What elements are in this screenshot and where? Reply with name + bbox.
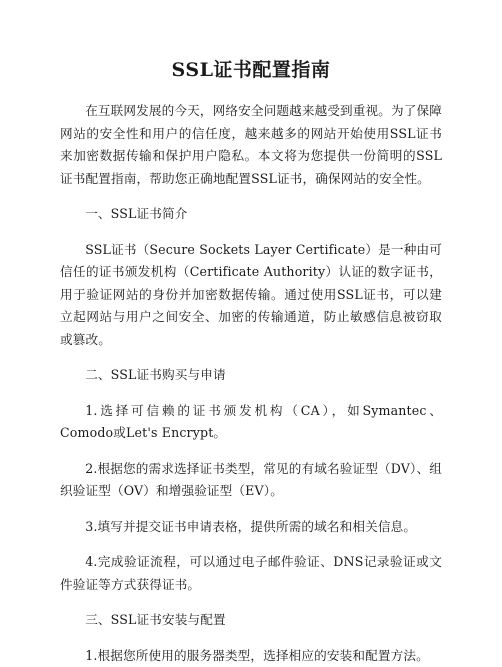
purchase-step-3: 3.填写并提交证书申请表格，提供所需的域名和相关信息。 [60, 516, 442, 539]
purchase-step-4: 4.完成验证流程，可以通过电子邮件验证、DNS记录验证或文件验证等方式获得证书。 [60, 551, 442, 596]
intro-paragraph: 在互联网发展的今天，网络安全问题越来越受到重视。为了保障网站的安全性和用户的信任度，越来越多的网站开始使用SSL证书来加密数据传输和保护用户隐私。本文将为您提供一份简明的SSL证书配置指南，帮助您正确地配置SSL证书，确保网站的安全性。 [60, 100, 442, 190]
section-body-intro: SSL证书（Secure Sockets Layer Certificate）是一种由可信任的证书颁发机构（Certificate Authority）认证的数字证书，用于验证网站的身份并加密数据传输。通过使用SSL证书，可以建立起网站与用户之间安全、加密的传输通道，防止敏感信息被窃取或篡改。 [60, 239, 442, 352]
purchase-step-1: 1.选择可信赖的证书颁发机构（CA），如Symantec、Comodo或Let's Encrypt。 [60, 400, 442, 445]
section-heading-purchase: 二、SSL证书购买与申请 [60, 364, 442, 387]
install-step-1: 1.根据您所使用的服务器类型，选择相应的安装和配置方法。 [60, 645, 442, 667]
section-heading-install: 三、SSL证书安装与配置 [60, 609, 442, 632]
purchase-step-2: 2.根据您的需求选择证书类型，常见的有域名验证型（DV）、组织验证型（OV）和增强验证型（EV）。 [60, 458, 442, 503]
section-heading-intro: 一、SSL证书简介 [60, 203, 442, 226]
document-title: SSL证书配置指南 [60, 58, 442, 82]
